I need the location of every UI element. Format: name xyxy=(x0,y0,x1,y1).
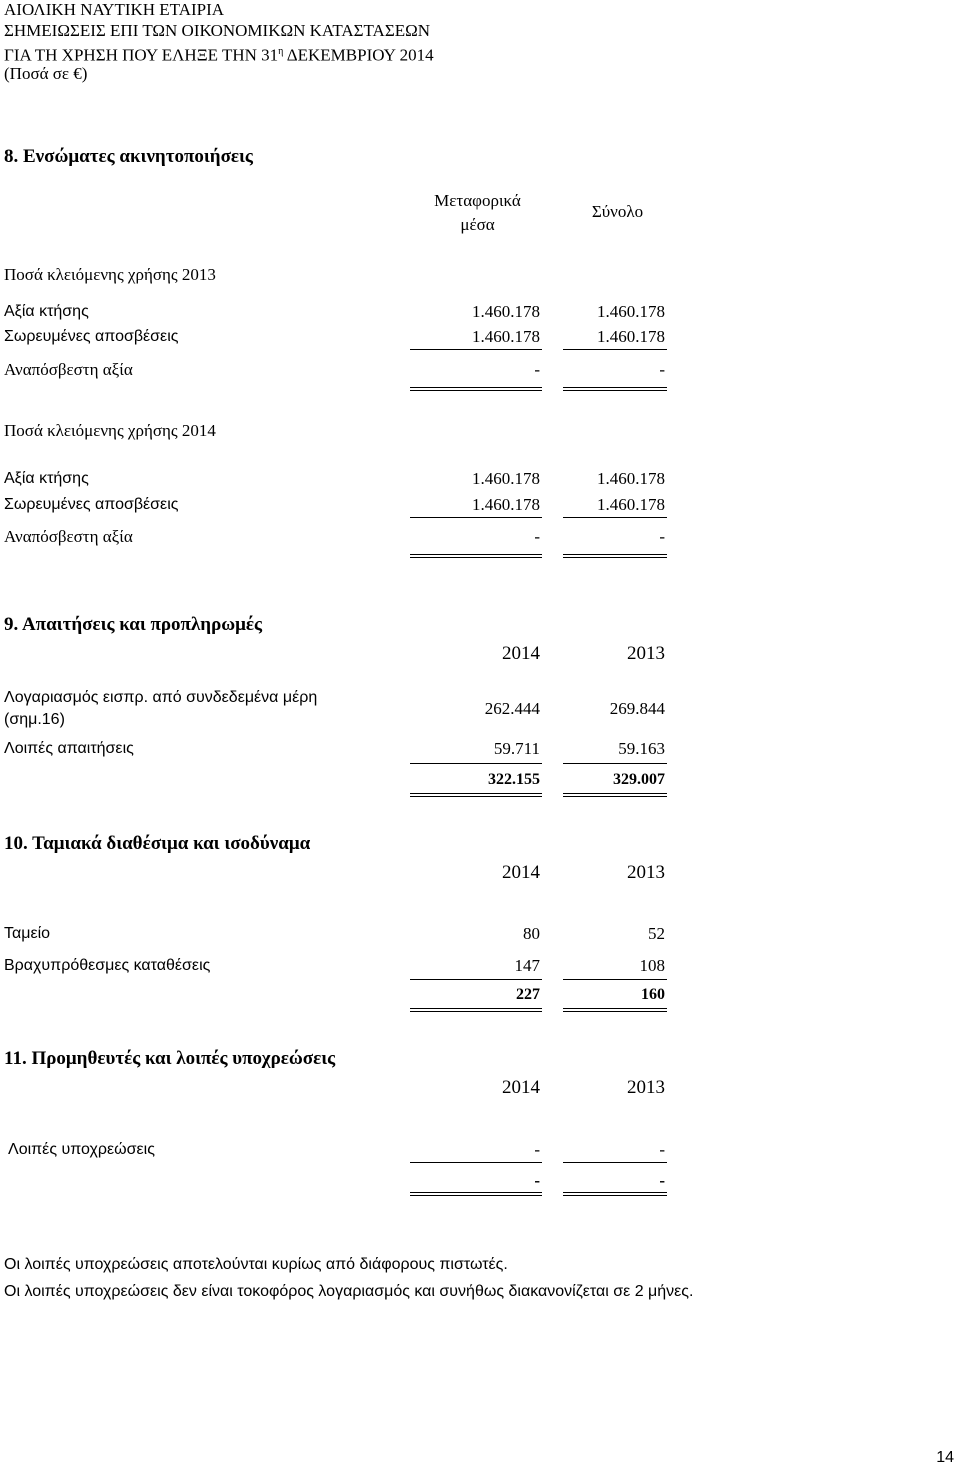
note8-2014-row-value: - xyxy=(534,527,540,546)
note10-total-value: 160 xyxy=(641,986,665,1003)
note9-row-label xyxy=(4,687,317,731)
note8-2013-row-value: - xyxy=(659,360,665,379)
note10-row-label: Βραχυπρόθεσμες καταθέσεις xyxy=(4,957,211,974)
note11-row-value: - xyxy=(534,1140,540,1159)
note8-col1-header xyxy=(405,189,550,237)
note8-2014-row-label: Αξία κτήσης xyxy=(4,470,89,487)
underline xyxy=(410,763,542,764)
period-superscript: η xyxy=(278,46,284,57)
double-underline xyxy=(563,1192,667,1196)
period-suffix: ΔΕΚΕΜΒΡΙΟΥ 2014 xyxy=(283,45,434,65)
double-underline xyxy=(563,1008,667,1012)
page-number: 14 xyxy=(936,1449,954,1466)
note8-2014-row-value: - xyxy=(659,527,665,546)
underline xyxy=(410,517,542,518)
note10-row-value: 52 xyxy=(648,924,665,943)
double-underline xyxy=(410,1008,542,1012)
note8-2014-row-label: Αναπόσβεστη αξία xyxy=(4,527,133,546)
note9-total-value: 322.155 xyxy=(488,771,540,788)
note9-total-value: 329.007 xyxy=(613,771,665,788)
note8-2013-row-value: - xyxy=(534,360,540,379)
note11-footnote: Οι λοιπές υποχρεώσεις αποτελούνται κυρίως από διάφορους πιστωτές. xyxy=(4,1256,508,1273)
note10-col2-header: 2013 xyxy=(627,862,665,883)
note9-col2-header: 2013 xyxy=(627,643,665,664)
note10-row-label: Ταμείο xyxy=(4,925,51,942)
company-name: ΑΙΟΛΙΚΗ ΝΑΥΤΙΚΗ ΕΤΑΙΡΙΑ xyxy=(4,0,225,19)
note8-2014-row-value: 1.460.178 xyxy=(472,469,540,488)
note8-2013-row-value: 1.460.178 xyxy=(597,327,665,346)
note8-col1-header-line2: μέσα xyxy=(460,215,495,234)
note9-row-value: 59.711 xyxy=(493,739,540,758)
note9-row-label-line2: (σημ.16) xyxy=(4,711,65,728)
period-prefix: ΓΙΑ ΤΗ ΧΡΗΣΗ ΠΟΥ ΕΛΗΞΕ ΤΗΝ 31 xyxy=(4,45,279,65)
double-underline xyxy=(563,554,667,558)
note8-title: 8. Ενσώματες ακινητοποιήσεις xyxy=(4,146,253,167)
underline xyxy=(563,349,667,350)
note11-title: 11. Προμηθευτές και λοιπές υποχρεώσεις xyxy=(4,1048,336,1069)
note9-title: 9. Απαιτήσεις και προπληρωμές xyxy=(4,614,263,635)
note11-col2-header: 2013 xyxy=(627,1077,665,1098)
note10-total-value: 227 xyxy=(516,986,540,1003)
note8-2013-row-label: Σωρευμένες αποσβέσεις xyxy=(4,328,179,345)
double-underline xyxy=(410,1192,542,1196)
note9-row-label-line1: Λογαριασμός εισπρ. από συνδεδεμένα μέρη xyxy=(4,689,318,706)
note8-2013-row-value: 1.460.178 xyxy=(597,302,665,321)
underline xyxy=(563,1162,667,1163)
double-underline xyxy=(410,793,542,797)
note11-total-value: - xyxy=(534,1171,540,1190)
note8-2014-row-value: 1.460.178 xyxy=(597,495,665,514)
note11-footnote: Οι λοιπές υποχρεώσεις δεν είναι τοκοφόρος λογαριασμός και συνήθως διακανονίζεται σε 2 μήνες. xyxy=(4,1283,694,1300)
note10-row-value: 147 xyxy=(514,956,540,975)
note9-row-value: 59.163 xyxy=(618,739,665,758)
underline xyxy=(410,979,542,980)
note8-2013-title: Ποσά κλειόμενης χρήσης 2013 xyxy=(4,265,216,284)
underline xyxy=(563,763,667,764)
note8-2013-row-label: Αξία κτήσης xyxy=(4,303,89,320)
note8-2014-title: Ποσά κλειόμενης χρήσης 2014 xyxy=(4,421,216,440)
note9-col1-header: 2014 xyxy=(502,643,540,664)
double-underline xyxy=(410,387,542,391)
underline xyxy=(563,517,667,518)
underline xyxy=(410,349,542,350)
note8-col1-header-line1: Μεταφορικά xyxy=(434,191,521,210)
note9-row-value: 262.444 xyxy=(484,699,540,718)
note10-row-value: 108 xyxy=(639,956,665,975)
note11-row-label: Λοιπές υποχρεώσεις xyxy=(8,1141,155,1158)
note8-2014-row-value: 1.460.178 xyxy=(597,469,665,488)
note9-row-label: Λοιπές απαιτήσεις xyxy=(4,740,134,757)
note8-2014-row-value: 1.460.178 xyxy=(472,495,540,514)
note8-2013-row-label: Αναπόσβεστη αξία xyxy=(4,360,133,379)
double-underline xyxy=(410,554,542,558)
currency-note: (Ποσά σε €) xyxy=(4,64,88,83)
note10-col1-header: 2014 xyxy=(502,862,540,883)
note8-2013-row-value: 1.460.178 xyxy=(472,327,540,346)
document-title: ΣΗΜΕΙΩΣΕΙΣ ΕΠΙ ΤΩΝ ΟΙΚΟΝΟΜΙΚΩΝ ΚΑΤΑΣΤΑΣΕΩΝ xyxy=(4,21,431,40)
note10-row-value: 80 xyxy=(523,924,540,943)
note11-total-value: - xyxy=(659,1171,665,1190)
underline xyxy=(563,979,667,980)
underline xyxy=(410,1162,542,1163)
note8-col2-header: Σύνολο xyxy=(591,202,644,221)
note8-2014-row-label: Σωρευμένες αποσβέσεις xyxy=(4,496,179,513)
note9-row-value: 269.844 xyxy=(609,699,665,718)
note8-2013-row-value: 1.460.178 xyxy=(472,302,540,321)
double-underline xyxy=(563,387,667,391)
period-line xyxy=(4,42,434,66)
note11-row-value: - xyxy=(659,1140,665,1159)
note11-col1-header: 2014 xyxy=(502,1077,540,1098)
note10-title: 10. Ταμιακά διαθέσιμα και ισοδύναμα xyxy=(4,833,311,854)
double-underline xyxy=(563,793,667,797)
